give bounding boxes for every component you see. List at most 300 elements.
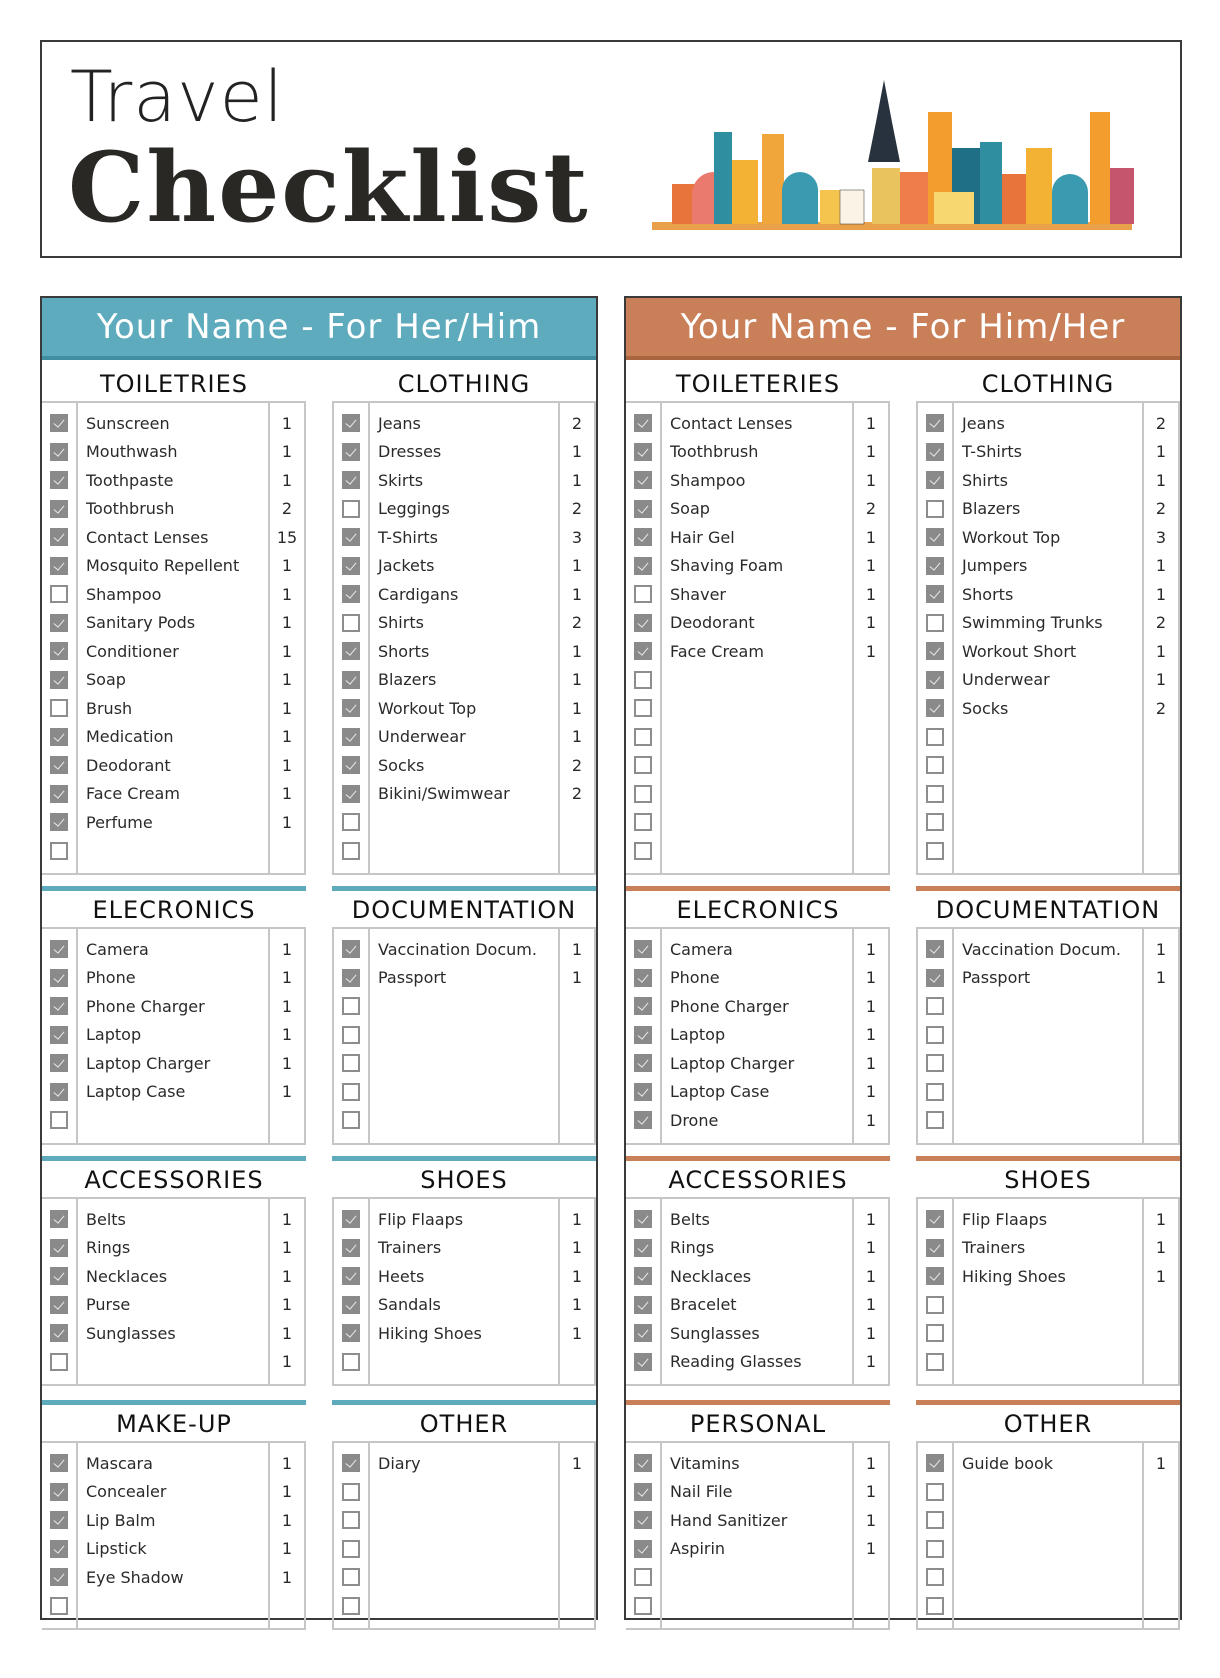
checkbox-checked[interactable] <box>50 528 68 546</box>
item-quantity[interactable]: 1 <box>571 470 583 490</box>
item-quantity[interactable]: 1 <box>571 670 583 690</box>
item-quantity[interactable]: 1 <box>865 1323 877 1343</box>
item-label[interactable]: Jeans <box>378 413 421 433</box>
item-quantity[interactable]: 1 <box>1155 584 1167 604</box>
checkbox-checked[interactable] <box>342 1324 360 1342</box>
checkbox-unchecked[interactable] <box>926 813 944 831</box>
item-label[interactable]: Camera <box>86 939 149 959</box>
item-quantity[interactable]: 1 <box>281 613 293 633</box>
item-quantity[interactable]: 1 <box>571 641 583 661</box>
checkbox-checked[interactable] <box>50 671 68 689</box>
checkbox-checked[interactable] <box>50 443 68 461</box>
item-label[interactable]: Sunglasses <box>86 1323 176 1343</box>
item-quantity[interactable]: 1 <box>281 968 293 988</box>
checkbox-checked[interactable] <box>634 528 652 546</box>
checkbox-unchecked[interactable] <box>926 785 944 803</box>
checkbox-checked[interactable] <box>342 585 360 603</box>
item-quantity[interactable]: 1 <box>281 470 293 490</box>
item-quantity[interactable]: 1 <box>1155 470 1167 490</box>
item-label[interactable]: Mascara <box>86 1453 153 1473</box>
checkbox-unchecked[interactable] <box>926 1026 944 1044</box>
checkbox-checked[interactable] <box>634 443 652 461</box>
checkbox-checked[interactable] <box>50 1026 68 1044</box>
checkbox-checked[interactable] <box>50 414 68 432</box>
checkbox-unchecked[interactable] <box>342 1083 360 1101</box>
item-label[interactable]: Drone <box>670 1110 719 1130</box>
item-label[interactable]: Blazers <box>378 670 437 690</box>
checkbox-checked[interactable] <box>342 1267 360 1285</box>
checkbox-checked[interactable] <box>342 1239 360 1257</box>
item-label[interactable]: Vaccination Docum. <box>378 939 537 959</box>
item-quantity[interactable]: 2 <box>571 613 583 633</box>
item-quantity[interactable]: 1 <box>865 939 877 959</box>
item-quantity[interactable]: 1 <box>281 1453 293 1473</box>
item-label[interactable]: Deodorant <box>670 613 755 633</box>
checkbox-checked[interactable] <box>50 997 68 1015</box>
item-label[interactable]: Workout Top <box>378 698 477 718</box>
item-quantity[interactable]: 1 <box>1155 1238 1167 1258</box>
item-label[interactable]: Eye Shadow <box>86 1567 184 1587</box>
checkbox-checked[interactable] <box>50 1296 68 1314</box>
item-label[interactable]: Bracelet <box>670 1295 737 1315</box>
item-quantity[interactable]: 1 <box>865 1209 877 1229</box>
item-label[interactable]: Laptop Case <box>670 1082 770 1102</box>
item-label[interactable]: Diary <box>378 1453 421 1473</box>
item-label[interactable]: Heets <box>378 1266 425 1286</box>
checkbox-checked[interactable] <box>342 443 360 461</box>
item-label[interactable]: Soap <box>670 499 710 519</box>
checkbox-checked[interactable] <box>634 1353 652 1371</box>
checkbox-checked[interactable] <box>926 1454 944 1472</box>
item-label[interactable]: Socks <box>962 698 1009 718</box>
item-quantity[interactable]: 1 <box>281 1025 293 1045</box>
checkbox-checked[interactable] <box>50 728 68 746</box>
item-label[interactable]: Passport <box>962 968 1031 988</box>
checkbox-checked[interactable] <box>50 1267 68 1285</box>
item-label[interactable]: Hand Sanitizer <box>670 1510 788 1530</box>
checkbox-checked[interactable] <box>634 1239 652 1257</box>
item-label[interactable]: Underwear <box>962 670 1050 690</box>
checkbox-checked[interactable] <box>342 557 360 575</box>
item-label[interactable]: Toothbrush <box>86 499 175 519</box>
item-label[interactable]: Jumpers <box>962 556 1028 576</box>
checkbox-checked[interactable] <box>926 671 944 689</box>
item-label[interactable]: T-Shirts <box>962 442 1023 462</box>
item-label[interactable]: Socks <box>378 755 425 775</box>
item-quantity[interactable]: 1 <box>281 1238 293 1258</box>
item-quantity[interactable]: 1 <box>865 556 877 576</box>
item-quantity[interactable]: 1 <box>281 641 293 661</box>
checkbox-unchecked[interactable] <box>926 997 944 1015</box>
item-label[interactable]: Face Cream <box>86 784 180 804</box>
item-quantity[interactable]: 1 <box>571 1238 583 1258</box>
item-quantity[interactable]: 1 <box>1155 1266 1167 1286</box>
item-quantity[interactable]: 1 <box>281 442 293 462</box>
item-label[interactable]: Face Cream <box>670 641 764 661</box>
checkbox-checked[interactable] <box>50 1454 68 1472</box>
item-label[interactable]: Guide book <box>962 1453 1054 1473</box>
checkbox-unchecked[interactable] <box>634 699 652 717</box>
item-label[interactable]: Contact Lenses <box>86 527 209 547</box>
item-quantity[interactable]: 1 <box>865 1082 877 1102</box>
checkbox-unchecked[interactable] <box>50 1353 68 1371</box>
checkbox-checked[interactable] <box>50 813 68 831</box>
item-quantity[interactable]: 1 <box>281 812 293 832</box>
checkbox-checked[interactable] <box>342 414 360 432</box>
item-quantity[interactable]: 1 <box>865 1266 877 1286</box>
item-label[interactable]: Perfume <box>86 812 153 832</box>
item-quantity[interactable]: 1 <box>571 1323 583 1343</box>
checkbox-checked[interactable] <box>634 1083 652 1101</box>
item-quantity[interactable]: 2 <box>571 413 583 433</box>
item-label[interactable]: Jeans <box>962 413 1005 433</box>
item-label[interactable]: Rings <box>86 1238 131 1258</box>
checkbox-checked[interactable] <box>50 1511 68 1529</box>
checkbox-unchecked[interactable] <box>926 1483 944 1501</box>
item-label[interactable]: Cardigans <box>378 584 459 604</box>
checkbox-unchecked[interactable] <box>342 1597 360 1615</box>
item-label[interactable]: Shorts <box>378 641 430 661</box>
item-label[interactable]: Shampoo <box>670 470 746 490</box>
item-label[interactable]: Leggings <box>378 499 450 519</box>
checkbox-unchecked[interactable] <box>926 1511 944 1529</box>
item-label[interactable]: Trainers <box>378 1238 442 1258</box>
item-quantity[interactable]: 1 <box>571 727 583 747</box>
checkbox-checked[interactable] <box>50 1540 68 1558</box>
checkbox-checked[interactable] <box>634 997 652 1015</box>
item-label[interactable]: Vaccination Docum. <box>962 939 1121 959</box>
checkbox-checked[interactable] <box>342 969 360 987</box>
checkbox-checked[interactable] <box>50 557 68 575</box>
item-label[interactable]: Contact Lenses <box>670 413 793 433</box>
checkbox-checked[interactable] <box>50 756 68 774</box>
item-quantity[interactable]: 1 <box>865 1053 877 1073</box>
checkbox-checked[interactable] <box>342 528 360 546</box>
item-label[interactable]: Brush <box>86 698 133 718</box>
item-quantity[interactable]: 2 <box>1155 413 1167 433</box>
checkbox-checked[interactable] <box>926 443 944 461</box>
checkbox-checked[interactable] <box>342 1210 360 1228</box>
item-label[interactable]: Phone Charger <box>86 996 205 1016</box>
item-quantity[interactable]: 2 <box>1155 698 1167 718</box>
item-quantity[interactable]: 1 <box>865 413 877 433</box>
checkbox-unchecked[interactable] <box>342 1511 360 1529</box>
item-label[interactable]: Necklaces <box>86 1266 168 1286</box>
item-label[interactable]: Jackets <box>378 556 435 576</box>
checkbox-checked[interactable] <box>926 969 944 987</box>
item-label[interactable]: Blazers <box>962 499 1021 519</box>
item-quantity[interactable]: 1 <box>1155 968 1167 988</box>
checkbox-unchecked[interactable] <box>634 671 652 689</box>
item-label[interactable]: Hiking Shoes <box>378 1323 482 1343</box>
item-label[interactable]: Sunglasses <box>670 1323 760 1343</box>
checkbox-unchecked[interactable] <box>926 614 944 632</box>
item-quantity[interactable]: 2 <box>571 784 583 804</box>
checkbox-unchecked[interactable] <box>926 1324 944 1342</box>
checkbox-checked[interactable] <box>50 500 68 518</box>
item-quantity[interactable]: 3 <box>1155 527 1167 547</box>
item-label[interactable]: Phone Charger <box>670 996 789 1016</box>
checkbox-checked[interactable] <box>634 1454 652 1472</box>
checkbox-unchecked[interactable] <box>926 1597 944 1615</box>
item-label[interactable]: Laptop Charger <box>86 1053 211 1073</box>
item-label[interactable]: Belts <box>86 1209 126 1229</box>
checkbox-unchecked[interactable] <box>342 813 360 831</box>
checkbox-unchecked[interactable] <box>926 1540 944 1558</box>
checkbox-checked[interactable] <box>342 671 360 689</box>
checkbox-unchecked[interactable] <box>342 997 360 1015</box>
checkbox-unchecked[interactable] <box>926 500 944 518</box>
checkbox-unchecked[interactable] <box>50 842 68 860</box>
checkbox-unchecked[interactable] <box>342 1353 360 1371</box>
item-label[interactable]: Medication <box>86 727 174 747</box>
checkbox-unchecked[interactable] <box>50 1597 68 1615</box>
checkbox-checked[interactable] <box>634 1054 652 1072</box>
item-quantity[interactable]: 2 <box>865 499 877 519</box>
item-quantity[interactable]: 15 <box>276 527 298 547</box>
item-label[interactable]: Laptop Case <box>86 1082 186 1102</box>
item-label[interactable]: Bikini/Swimwear <box>378 784 510 804</box>
checkbox-unchecked[interactable] <box>634 756 652 774</box>
item-label[interactable]: Soap <box>86 670 126 690</box>
checkbox-checked[interactable] <box>634 1210 652 1228</box>
checkbox-checked[interactable] <box>634 414 652 432</box>
checkbox-checked[interactable] <box>634 642 652 660</box>
checkbox-unchecked[interactable] <box>926 842 944 860</box>
item-quantity[interactable]: 1 <box>865 613 877 633</box>
item-label[interactable]: Laptop Charger <box>670 1053 795 1073</box>
checkbox-checked[interactable] <box>634 1324 652 1342</box>
item-label[interactable]: Hair Gel <box>670 527 735 547</box>
checkbox-unchecked[interactable] <box>342 1540 360 1558</box>
checkbox-checked[interactable] <box>926 642 944 660</box>
item-label[interactable]: Mouthwash <box>86 442 178 462</box>
item-quantity[interactable]: 1 <box>865 1238 877 1258</box>
item-quantity[interactable]: 1 <box>1155 670 1167 690</box>
checkbox-unchecked[interactable] <box>342 1483 360 1501</box>
item-quantity[interactable]: 1 <box>571 1209 583 1229</box>
item-quantity[interactable]: 1 <box>865 996 877 1016</box>
checkbox-unchecked[interactable] <box>50 1111 68 1129</box>
checkbox-checked[interactable] <box>634 1111 652 1129</box>
item-label[interactable]: Trainers <box>962 1238 1026 1258</box>
item-quantity[interactable]: 1 <box>865 968 877 988</box>
checkbox-checked[interactable] <box>926 585 944 603</box>
item-label[interactable]: Shaver <box>670 584 726 604</box>
item-quantity[interactable]: 1 <box>865 1352 877 1372</box>
item-label[interactable]: Skirts <box>378 470 424 490</box>
item-label[interactable]: Lipstick <box>86 1539 147 1559</box>
checkbox-checked[interactable] <box>50 1054 68 1072</box>
checkbox-checked[interactable] <box>926 471 944 489</box>
checkbox-unchecked[interactable] <box>926 728 944 746</box>
item-quantity[interactable]: 1 <box>281 1352 293 1372</box>
item-quantity[interactable]: 1 <box>281 1482 293 1502</box>
item-quantity[interactable]: 1 <box>865 641 877 661</box>
checkbox-checked[interactable] <box>342 728 360 746</box>
checkbox-unchecked[interactable] <box>926 1568 944 1586</box>
checkbox-checked[interactable] <box>342 785 360 803</box>
item-quantity[interactable]: 1 <box>571 939 583 959</box>
item-quantity[interactable]: 1 <box>281 1082 293 1102</box>
item-quantity[interactable]: 2 <box>571 755 583 775</box>
item-label[interactable]: Nail File <box>670 1482 733 1502</box>
item-quantity[interactable]: 1 <box>571 1453 583 1473</box>
checkbox-checked[interactable] <box>926 1267 944 1285</box>
checkbox-checked[interactable] <box>50 785 68 803</box>
item-quantity[interactable]: 1 <box>571 968 583 988</box>
item-quantity[interactable]: 1 <box>1155 1209 1167 1229</box>
checkbox-checked[interactable] <box>926 940 944 958</box>
item-label[interactable]: Aspirin <box>670 1539 726 1559</box>
checkbox-checked[interactable] <box>50 614 68 632</box>
item-quantity[interactable]: 1 <box>281 1266 293 1286</box>
item-label[interactable]: Underwear <box>378 727 466 747</box>
checkbox-checked[interactable] <box>342 699 360 717</box>
item-label[interactable]: Camera <box>670 939 733 959</box>
checkbox-unchecked[interactable] <box>634 1597 652 1615</box>
item-label[interactable]: Reading Glasses <box>670 1352 802 1372</box>
item-quantity[interactable]: 1 <box>571 698 583 718</box>
item-quantity[interactable]: 1 <box>281 670 293 690</box>
item-label[interactable]: Vitamins <box>670 1453 740 1473</box>
checkbox-checked[interactable] <box>634 614 652 632</box>
item-quantity[interactable]: 1 <box>281 413 293 433</box>
item-label[interactable]: Necklaces <box>670 1266 752 1286</box>
item-label[interactable]: Laptop <box>670 1025 726 1045</box>
item-quantity[interactable]: 1 <box>865 527 877 547</box>
item-label[interactable]: Belts <box>670 1209 710 1229</box>
item-label[interactable]: Conditioner <box>86 641 179 661</box>
checkbox-checked[interactable] <box>634 940 652 958</box>
item-quantity[interactable]: 1 <box>1155 939 1167 959</box>
item-label[interactable]: Shirts <box>962 470 1008 490</box>
item-label[interactable]: Concealer <box>86 1482 167 1502</box>
checkbox-unchecked[interactable] <box>634 1568 652 1586</box>
checkbox-unchecked[interactable] <box>926 756 944 774</box>
item-label[interactable]: Deodorant <box>86 755 171 775</box>
checkbox-checked[interactable] <box>634 557 652 575</box>
checkbox-unchecked[interactable] <box>926 1083 944 1101</box>
checkbox-checked[interactable] <box>50 1239 68 1257</box>
checkbox-checked[interactable] <box>50 1210 68 1228</box>
checkbox-checked[interactable] <box>50 471 68 489</box>
item-quantity[interactable]: 1 <box>281 1053 293 1073</box>
checkbox-unchecked[interactable] <box>342 1054 360 1072</box>
item-quantity[interactable]: 1 <box>865 442 877 462</box>
item-quantity[interactable]: 2 <box>1155 499 1167 519</box>
item-label[interactable]: Toothbrush <box>670 442 759 462</box>
checkbox-unchecked[interactable] <box>342 500 360 518</box>
item-label[interactable]: Purse <box>86 1295 131 1315</box>
checkbox-checked[interactable] <box>342 1296 360 1314</box>
checkbox-checked[interactable] <box>634 1296 652 1314</box>
item-quantity[interactable]: 1 <box>1155 442 1167 462</box>
checkbox-unchecked[interactable] <box>926 1296 944 1314</box>
item-quantity[interactable]: 1 <box>281 1323 293 1343</box>
item-label[interactable]: Laptop <box>86 1025 142 1045</box>
checkbox-unchecked[interactable] <box>342 1568 360 1586</box>
item-quantity[interactable]: 1 <box>571 556 583 576</box>
item-quantity[interactable]: 1 <box>281 1510 293 1530</box>
checkbox-checked[interactable] <box>926 414 944 432</box>
item-quantity[interactable]: 1 <box>281 698 293 718</box>
item-label[interactable]: Passport <box>378 968 447 988</box>
checkbox-checked[interactable] <box>926 557 944 575</box>
checkbox-checked[interactable] <box>634 500 652 518</box>
checkbox-checked[interactable] <box>634 1026 652 1044</box>
item-label[interactable]: Mosquito Repellent <box>86 556 240 576</box>
item-label[interactable]: Phone <box>86 968 136 988</box>
checkbox-unchecked[interactable] <box>342 1026 360 1044</box>
checkbox-checked[interactable] <box>50 1083 68 1101</box>
item-label[interactable]: Lip Balm <box>86 1510 156 1530</box>
item-label[interactable]: Dresses <box>378 442 442 462</box>
checkbox-checked[interactable] <box>50 1324 68 1342</box>
checkbox-unchecked[interactable] <box>342 614 360 632</box>
item-quantity[interactable]: 2 <box>1155 613 1167 633</box>
item-label[interactable]: T-Shirts <box>378 527 439 547</box>
item-quantity[interactable]: 1 <box>281 1539 293 1559</box>
checkbox-unchecked[interactable] <box>926 1111 944 1129</box>
checkbox-unchecked[interactable] <box>926 1054 944 1072</box>
checkbox-checked[interactable] <box>634 969 652 987</box>
item-quantity[interactable]: 1 <box>865 1295 877 1315</box>
checkbox-checked[interactable] <box>50 1568 68 1586</box>
checkbox-checked[interactable] <box>342 642 360 660</box>
checkbox-unchecked[interactable] <box>634 785 652 803</box>
checkbox-unchecked[interactable] <box>50 585 68 603</box>
item-label[interactable]: Flip Flaaps <box>962 1209 1048 1229</box>
item-quantity[interactable]: 1 <box>281 996 293 1016</box>
item-quantity[interactable]: 1 <box>865 1539 877 1559</box>
checkbox-unchecked[interactable] <box>342 1111 360 1129</box>
checkbox-checked[interactable] <box>926 528 944 546</box>
checkbox-checked[interactable] <box>926 1239 944 1257</box>
checkbox-unchecked[interactable] <box>634 585 652 603</box>
item-quantity[interactable]: 1 <box>281 755 293 775</box>
item-label[interactable]: Rings <box>670 1238 715 1258</box>
item-quantity[interactable]: 2 <box>571 499 583 519</box>
checkbox-checked[interactable] <box>634 471 652 489</box>
checkbox-unchecked[interactable] <box>634 813 652 831</box>
item-quantity[interactable]: 1 <box>1155 641 1167 661</box>
checkbox-checked[interactable] <box>342 756 360 774</box>
checkbox-unchecked[interactable] <box>342 842 360 860</box>
item-quantity[interactable]: 1 <box>281 1567 293 1587</box>
item-quantity[interactable]: 1 <box>571 1266 583 1286</box>
item-quantity[interactable]: 1 <box>571 1295 583 1315</box>
item-quantity[interactable]: 2 <box>281 499 293 519</box>
checkbox-checked[interactable] <box>634 1483 652 1501</box>
item-quantity[interactable]: 1 <box>1155 1453 1167 1473</box>
item-quantity[interactable]: 1 <box>865 1510 877 1530</box>
checkbox-checked[interactable] <box>342 471 360 489</box>
item-quantity[interactable]: 1 <box>281 727 293 747</box>
item-label[interactable]: Shampoo <box>86 584 162 604</box>
item-label[interactable]: Hiking Shoes <box>962 1266 1066 1286</box>
item-label[interactable]: Flip Flaaps <box>378 1209 464 1229</box>
item-quantity[interactable]: 1 <box>281 939 293 959</box>
checkbox-checked[interactable] <box>926 1210 944 1228</box>
item-quantity[interactable]: 1 <box>865 470 877 490</box>
item-label[interactable]: Swimming Trunks <box>962 613 1103 633</box>
item-label[interactable]: Sandals <box>378 1295 441 1315</box>
item-quantity[interactable]: 1 <box>281 556 293 576</box>
item-label[interactable]: Shirts <box>378 613 424 633</box>
item-quantity[interactable]: 1 <box>865 1025 877 1045</box>
checkbox-checked[interactable] <box>342 1454 360 1472</box>
